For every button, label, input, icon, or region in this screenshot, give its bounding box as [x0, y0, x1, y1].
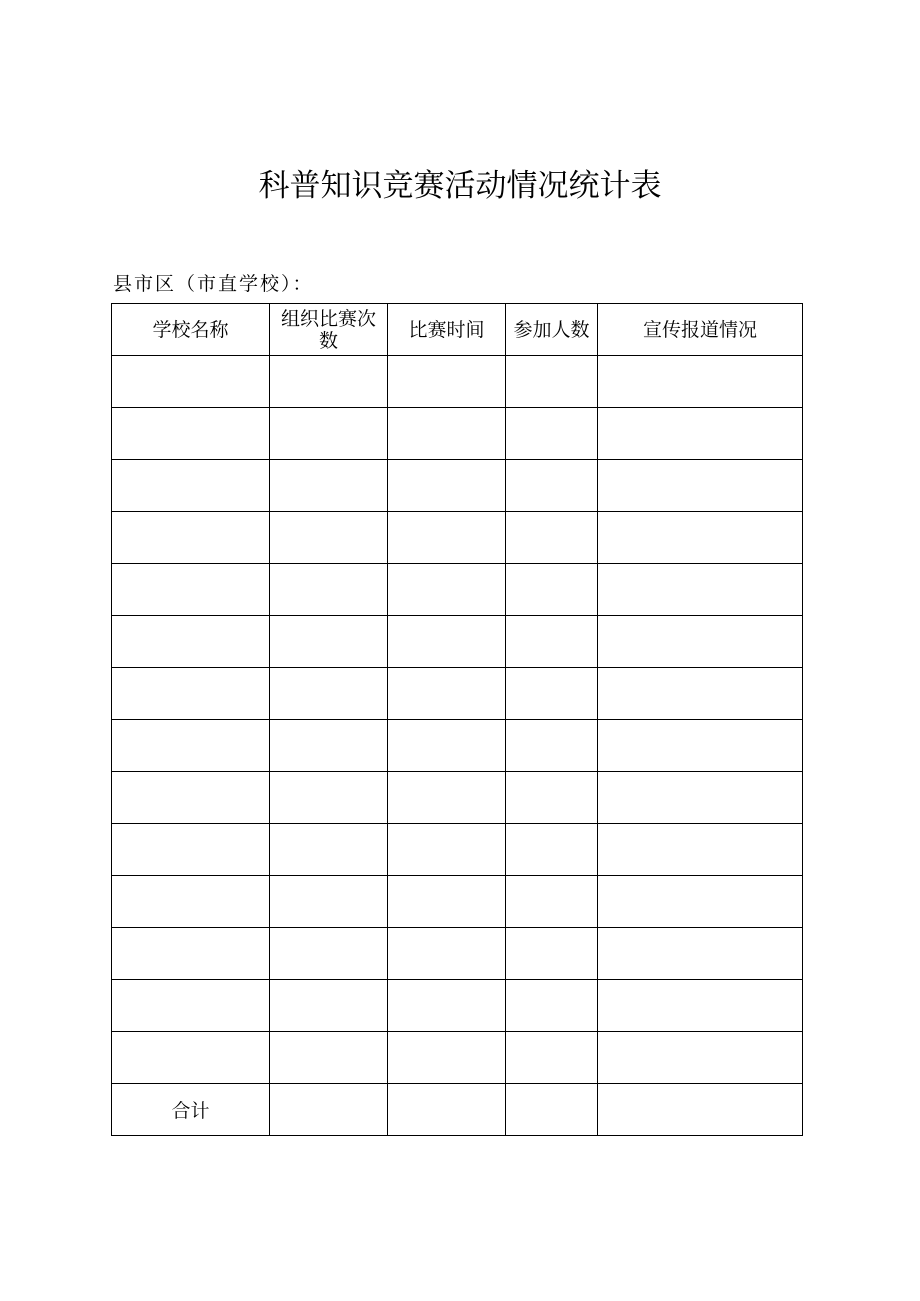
statistics-table [111, 303, 803, 1136]
table-cell[interactable] [598, 928, 803, 980]
table-cell[interactable] [506, 512, 598, 564]
header-school-name: 学校名称 [112, 304, 270, 356]
table-cell[interactable] [270, 356, 388, 408]
total-cell[interactable] [506, 1084, 598, 1136]
table-cell[interactable] [506, 928, 598, 980]
table-cell[interactable] [506, 408, 598, 460]
table-cell[interactable] [388, 408, 506, 460]
table-row [112, 980, 803, 1032]
table-cell[interactable] [270, 512, 388, 564]
table-cell[interactable] [270, 720, 388, 772]
table-cell[interactable] [598, 512, 803, 564]
table-cell[interactable] [506, 720, 598, 772]
header-publicity-report: 宣传报道情况 [598, 304, 803, 356]
table-cell[interactable] [112, 772, 270, 824]
total-cell[interactable] [598, 1084, 803, 1136]
table-row [112, 564, 803, 616]
table-cell[interactable] [388, 980, 506, 1032]
table-row [112, 408, 803, 460]
table-cell[interactable] [598, 980, 803, 1032]
table-cell[interactable] [598, 668, 803, 720]
table-cell[interactable] [270, 460, 388, 512]
table-cell[interactable] [270, 980, 388, 1032]
table-cell[interactable] [506, 460, 598, 512]
table-cell[interactable] [112, 720, 270, 772]
table-cell[interactable] [388, 356, 506, 408]
table-cell[interactable] [388, 1032, 506, 1084]
table-header-row [112, 304, 803, 356]
table-cell[interactable] [506, 980, 598, 1032]
header-participants: 参加人数 [506, 304, 598, 356]
header-competition-time: 比赛时间 [388, 304, 506, 356]
table-cell[interactable] [388, 876, 506, 928]
table-cell[interactable] [388, 460, 506, 512]
table-cell[interactable] [112, 616, 270, 668]
total-cell[interactable] [388, 1084, 506, 1136]
table-cell[interactable] [112, 824, 270, 876]
table-cell[interactable] [112, 512, 270, 564]
table-cell[interactable] [598, 772, 803, 824]
table-cell[interactable] [112, 356, 270, 408]
table-row [112, 668, 803, 720]
table-cell[interactable] [112, 928, 270, 980]
table-cell[interactable] [270, 616, 388, 668]
table-cell[interactable] [112, 408, 270, 460]
table-cell[interactable] [270, 408, 388, 460]
table-cell[interactable] [270, 564, 388, 616]
table-cell[interactable] [388, 668, 506, 720]
table-cell[interactable] [598, 408, 803, 460]
header-competition-count-text: 组织比赛次数 [280, 307, 376, 352]
total-row [112, 1084, 803, 1136]
table-cell[interactable] [112, 1032, 270, 1084]
table-cell[interactable] [112, 564, 270, 616]
table-row [112, 720, 803, 772]
table-cell[interactable] [598, 824, 803, 876]
header-competition-count [270, 304, 388, 356]
table-cell[interactable] [270, 928, 388, 980]
table-row [112, 772, 803, 824]
table-row [112, 512, 803, 564]
table-cell[interactable] [598, 460, 803, 512]
table-cell[interactable] [506, 824, 598, 876]
table-cell[interactable] [270, 876, 388, 928]
table-cell[interactable] [506, 772, 598, 824]
table-cell[interactable] [506, 356, 598, 408]
table-cell[interactable] [506, 564, 598, 616]
table-cell[interactable] [388, 772, 506, 824]
page-title: 科普知识竞赛活动情况统计表 [258, 168, 662, 204]
table-row [112, 616, 803, 668]
table-cell[interactable] [506, 876, 598, 928]
table-cell[interactable] [598, 720, 803, 772]
table-body [112, 356, 803, 1136]
district-label: 县市区（市直学校）： [113, 273, 314, 295]
table-cell[interactable] [388, 564, 506, 616]
table-cell[interactable] [388, 616, 506, 668]
table-cell[interactable] [388, 928, 506, 980]
table-row [112, 876, 803, 928]
total-label: 合计 [112, 1084, 270, 1136]
table-row [112, 1032, 803, 1084]
table-cell[interactable] [506, 668, 598, 720]
table-cell[interactable] [270, 824, 388, 876]
table-row [112, 928, 803, 980]
table-cell[interactable] [598, 616, 803, 668]
table-cell[interactable] [388, 824, 506, 876]
table-cell[interactable] [388, 512, 506, 564]
table-cell[interactable] [112, 876, 270, 928]
table-cell[interactable] [506, 1032, 598, 1084]
table-row [112, 356, 803, 408]
total-cell[interactable] [270, 1084, 388, 1136]
table-row [112, 460, 803, 512]
table-cell[interactable] [270, 1032, 388, 1084]
table-cell[interactable] [598, 564, 803, 616]
table-cell[interactable] [506, 616, 598, 668]
table-cell[interactable] [598, 1032, 803, 1084]
table-cell[interactable] [388, 720, 506, 772]
table-cell[interactable] [112, 668, 270, 720]
table-cell[interactable] [112, 460, 270, 512]
table-cell[interactable] [270, 668, 388, 720]
table-cell[interactable] [270, 772, 388, 824]
table-cell[interactable] [112, 980, 270, 1032]
table-cell[interactable] [598, 876, 803, 928]
table-row [112, 824, 803, 876]
table-cell[interactable] [598, 356, 803, 408]
